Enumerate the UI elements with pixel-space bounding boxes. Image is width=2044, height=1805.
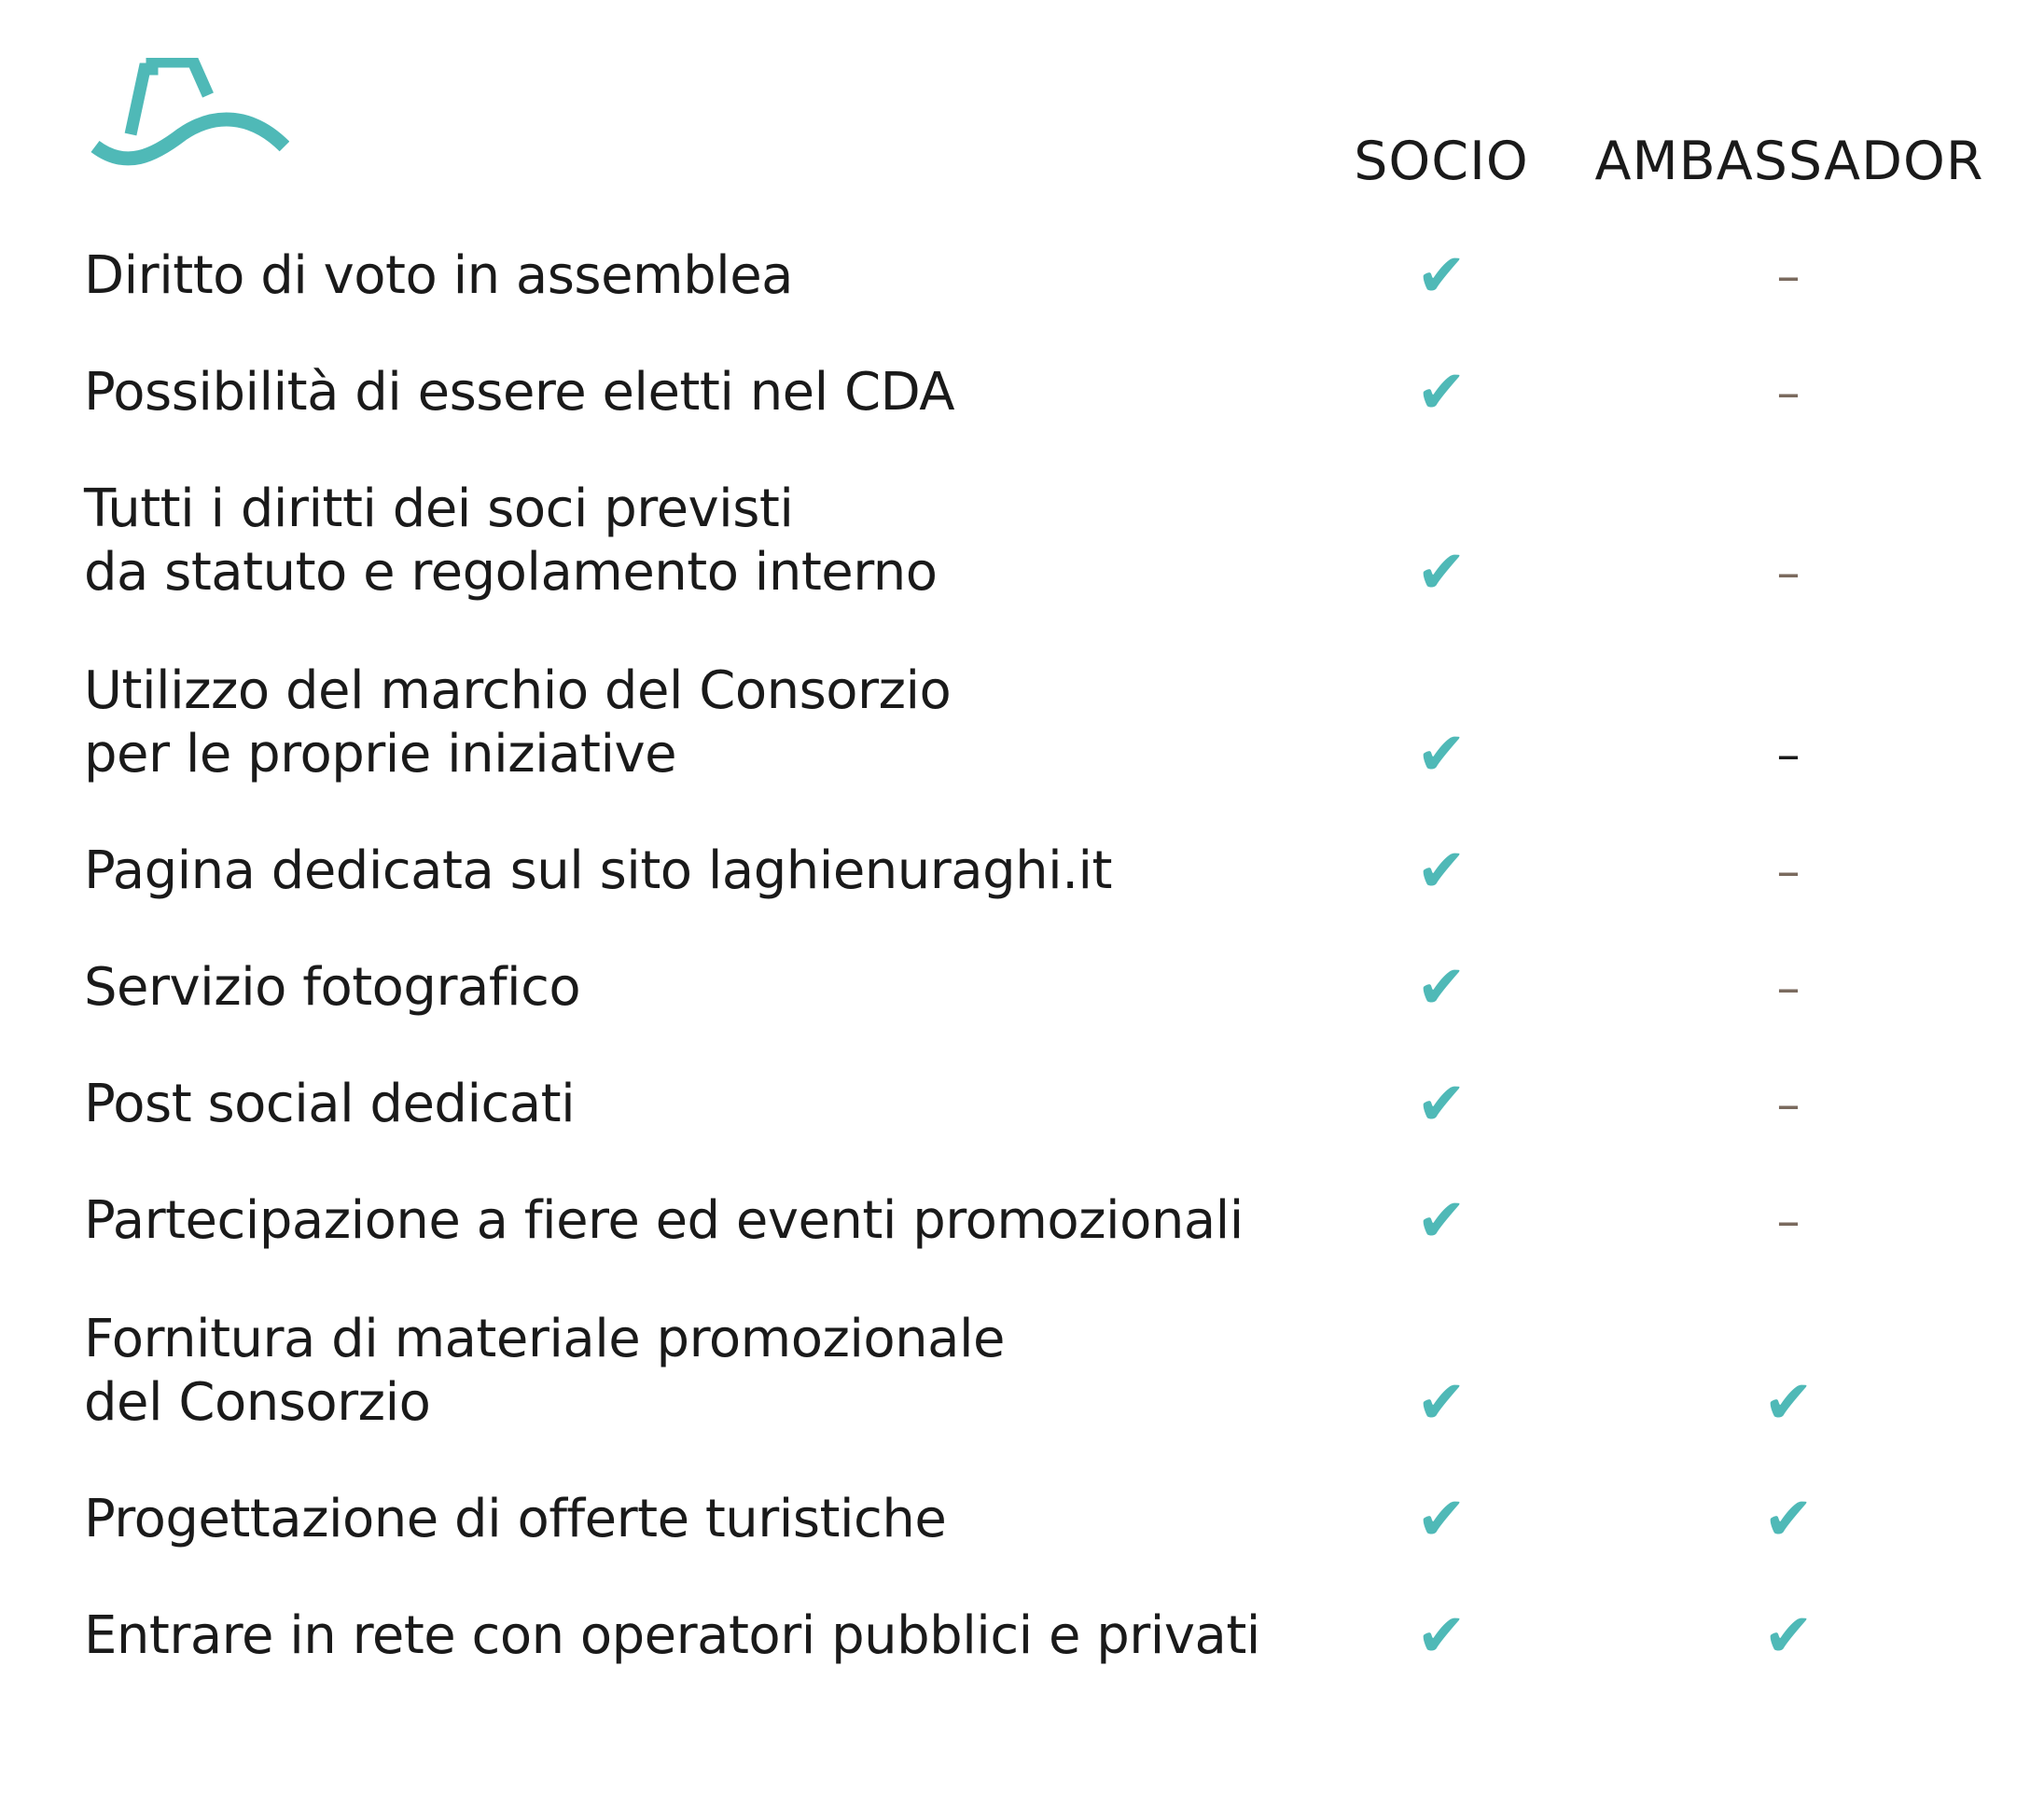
benefit-label: Partecipazione a fiere ed eventi promozionali xyxy=(84,1190,1244,1251)
socio-check-icon: ✔ xyxy=(1416,242,1467,311)
benefit-label: Servizio fotografico xyxy=(84,957,581,1018)
benefit-label: Tutti i diritti dei soci previsti da statuto e regolamento interno xyxy=(84,479,938,603)
ambassador-dash: – xyxy=(1776,844,1801,898)
ambassador-dash: – xyxy=(1776,1194,1801,1248)
ambassador-dash: – xyxy=(1776,249,1801,303)
ambassador-check-icon: ✔ xyxy=(1763,1602,1814,1671)
benefit-label: Possibilità di essere eletti nel CDA xyxy=(84,362,955,423)
socio-check-icon: ✔ xyxy=(1416,1070,1467,1139)
socio-check-icon: ✔ xyxy=(1416,1485,1467,1554)
ambassador-dash: – xyxy=(1776,961,1801,1015)
socio-check-icon: ✔ xyxy=(1416,538,1467,607)
socio-check-icon: ✔ xyxy=(1416,1602,1467,1671)
socio-check-icon: ✔ xyxy=(1416,1368,1467,1437)
benefit-label: Progettazione di offerte turistiche xyxy=(84,1489,947,1549)
socio-check-icon: ✔ xyxy=(1416,720,1467,789)
benefit-label: Utilizzo del marchio del Consorzio per le proprie iniziative xyxy=(84,660,952,784)
socio-check-icon: ✔ xyxy=(1416,358,1467,427)
benefit-label: Diritto di voto in assemblea xyxy=(84,245,793,306)
ambassador-dash: – xyxy=(1776,1077,1801,1132)
socio-check-icon: ✔ xyxy=(1416,1187,1467,1256)
socio-check-icon: ✔ xyxy=(1416,953,1467,1022)
benefit-label: Post social dedicati xyxy=(84,1074,576,1134)
ambassador-dash: – xyxy=(1776,728,1801,782)
ambassador-check-icon: ✔ xyxy=(1763,1485,1814,1554)
ambassador-check-icon: ✔ xyxy=(1763,1368,1814,1437)
benefit-label: Entrare in rete con operatori pubblici e privati xyxy=(84,1605,1260,1666)
ambassador-dash: – xyxy=(1776,546,1801,600)
socio-check-icon: ✔ xyxy=(1416,837,1467,906)
benefit-label: Fornitura di materiale promozionale del Consorzio xyxy=(84,1309,1005,1433)
benefit-label: Pagina dedicata sul sito laghienuraghi.it xyxy=(84,840,1113,901)
column-header-socio: SOCIO xyxy=(1354,131,1529,192)
column-header-ambassador: AMBASSADOR xyxy=(1594,131,1984,192)
ambassador-dash: – xyxy=(1776,366,1801,420)
